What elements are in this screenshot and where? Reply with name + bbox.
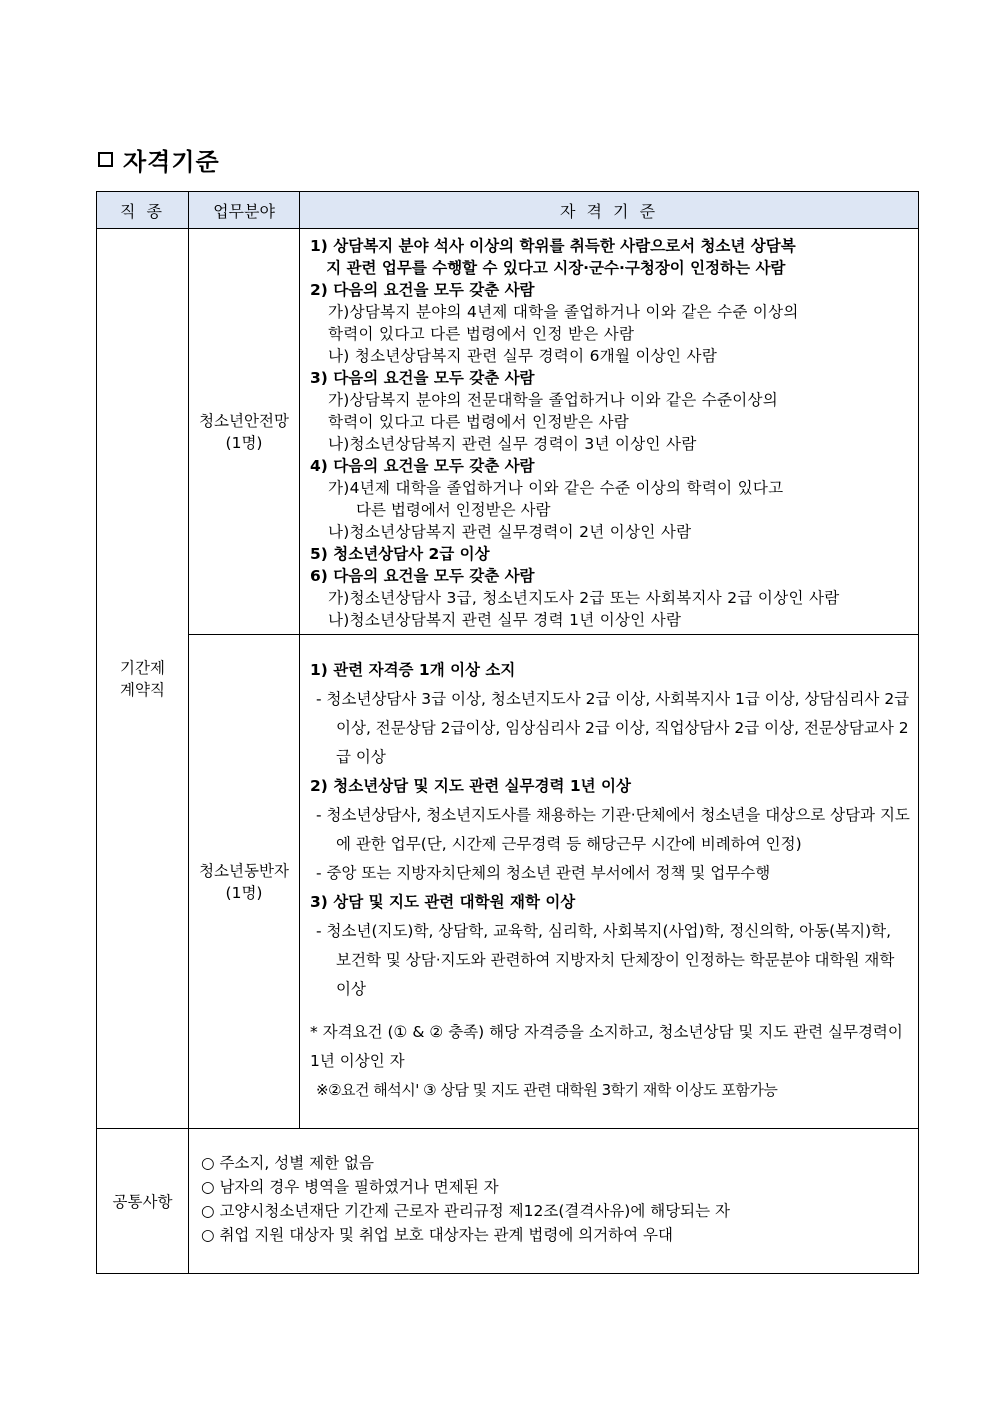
section-title bbox=[98, 142, 220, 177]
criteria-heading: 2) 청소년상담 및 지도 관련 실무경력 1년 이상 bbox=[310, 777, 631, 795]
criteria-heading: 4) 다음의 요건을 모두 갖춘 사람 bbox=[310, 456, 535, 475]
criteria-heading: 1) 관련 자격증 1개 이상 소지 bbox=[310, 661, 516, 679]
criteria-heading: 3) 상담 및 지도 관련 대학원 재학 이상 bbox=[310, 893, 576, 911]
criteria-item: 다른 법령에서 인정받은 사람 bbox=[356, 500, 551, 519]
criteria-item: - 청소년상담사 3급 이상, 청소년지도사 2급 이상, 사회복지사 1급 이상, 상담심리사 2급 이상, 전문상담 2급이상, 임상심리사 2급 이상, 직업상담사 2급 이상, 전문상담교사 2급 이상 bbox=[316, 690, 910, 766]
criteria-item: 학력이 있다고 다른 법령에서 인정 받은 사람 bbox=[328, 324, 635, 343]
common-item: ○ 주소지, 성별 제한 없음 bbox=[201, 1154, 374, 1172]
field-label-companion: 청소년동반자 (1명) bbox=[199, 861, 289, 902]
criteria-item: 가)상담복지 분야의 전문대학을 졸업하거나 이와 같은 수준이상의 bbox=[328, 390, 779, 409]
criteria-heading: 2) 다음의 요건을 모두 갖춘 사람 bbox=[310, 280, 535, 299]
header-criteria: 자 격 기 준 bbox=[300, 192, 919, 229]
criteria-note: * 자격요건 (① & ② 충족) 해당 자격증을 소지하고, 청소년상담 및 지도 관련 실무경력이 1년 이상인 자 bbox=[310, 1023, 903, 1070]
criteria-item: 가)4년제 대학을 졸업하거나 이와 같은 수준 이상의 학력이 있다고 bbox=[328, 478, 784, 497]
table-row bbox=[97, 229, 919, 635]
criteria-heading: 3) 다음의 요건을 모두 갖춘 사람 bbox=[310, 368, 535, 387]
table-row bbox=[97, 635, 919, 1129]
criteria-item: - 청소년상담사, 청소년지도사를 채용하는 기관·단체에서 청소년을 대상으로 상담과 지도에 관한 업무(단, 시간제 근무경력 등 해당근무 시간에 비례하여 인정) bbox=[316, 806, 910, 853]
criteria-item: 나)청소년상담복지 관련 실무 경력이 3년 이상인 사람 bbox=[328, 434, 697, 453]
criteria-item: 학력이 있다고 다른 법령에서 인정받은 사람 bbox=[328, 412, 630, 431]
criteria-cell-companion bbox=[300, 635, 919, 1129]
header-field: 업무분야 bbox=[189, 192, 300, 229]
common-label: 공통사항 bbox=[112, 1193, 173, 1211]
criteria-list-companion bbox=[310, 656, 910, 1004]
criteria-heading: 6) 다음의 요건을 모두 갖춘 사람 bbox=[310, 566, 535, 585]
criteria-item: 나) 청소년상담복지 관련 실무 경력이 6개월 이상인 사람 bbox=[328, 346, 718, 365]
criteria-heading: 5) 청소년상담사 2급 이상 bbox=[310, 544, 490, 563]
job-type-cell bbox=[97, 229, 189, 1129]
common-item: ○ 남자의 경우 병역을 필하였거나 면제된 자 bbox=[201, 1178, 499, 1196]
common-items-cell bbox=[189, 1129, 919, 1274]
criteria-item: - 중앙 또는 지방자치단체의 청소년 관련 부서에서 정책 및 업무수행 bbox=[316, 864, 771, 882]
job-type-label: 기간제 계약직 bbox=[120, 658, 165, 699]
criteria-heading: 지 관련 업무를 수행할 수 있다고 시장·군수·구청장이 인정하는 사람 bbox=[310, 258, 786, 277]
common-label-cell bbox=[97, 1129, 189, 1274]
common-item: ○ 고양시청소년재단 기간제 근로자 관리규정 제12조(결격사유)에 해당되는 자 bbox=[201, 1202, 731, 1220]
criteria-item: 가)상담복지 분야의 4년제 대학을 졸업하거나 이와 같은 수준 이상의 bbox=[328, 302, 799, 321]
header-job-type: 직 종 bbox=[97, 192, 189, 229]
criteria-item: 나)청소년상담복지 관련 실무 경력 1년 이상인 사람 bbox=[328, 610, 682, 629]
field-label-safety-net: 청소년안전망 (1명) bbox=[199, 411, 289, 452]
table-row bbox=[97, 1129, 919, 1274]
qualification-table bbox=[96, 191, 919, 1274]
criteria-item: 나)청소년상담복지 관련 실무경력이 2년 이상인 사람 bbox=[328, 522, 692, 541]
criteria-item: - 청소년(지도)학, 상담학, 교육학, 심리학, 사회복지(사업)학, 정신의학, 아동(복지)학, 보건학 및 상담·지도와 관련하여 지방자치 단체장이 인정하는 학문분야 대학원 재학 이상 bbox=[316, 922, 895, 998]
field-cell-companion bbox=[189, 635, 300, 1129]
criteria-item: 가)청소년상담사 3급, 청소년지도사 2급 또는 사회복지사 2급 이상인 사람 bbox=[328, 588, 840, 607]
field-cell-safety-net bbox=[189, 229, 300, 635]
criteria-heading: 1) 상담복지 분야 석사 이상의 학위를 취득한 사람으로서 청소년 상담복 bbox=[310, 236, 796, 255]
checkbox-square-icon bbox=[98, 152, 113, 167]
criteria-cell-safety-net bbox=[300, 229, 919, 635]
section-title-text: 자격기준 bbox=[123, 148, 220, 176]
common-item: ○ 취업 지원 대상자 및 취업 보호 대상자는 관계 법령에 의거하여 우대 bbox=[201, 1226, 673, 1244]
criteria-note-2: ※②요건 해석시' ③ 상담 및 지도 관련 대학원 3학기 재학 이상도 포함가능 bbox=[316, 1081, 778, 1099]
table-header-row bbox=[97, 192, 919, 229]
